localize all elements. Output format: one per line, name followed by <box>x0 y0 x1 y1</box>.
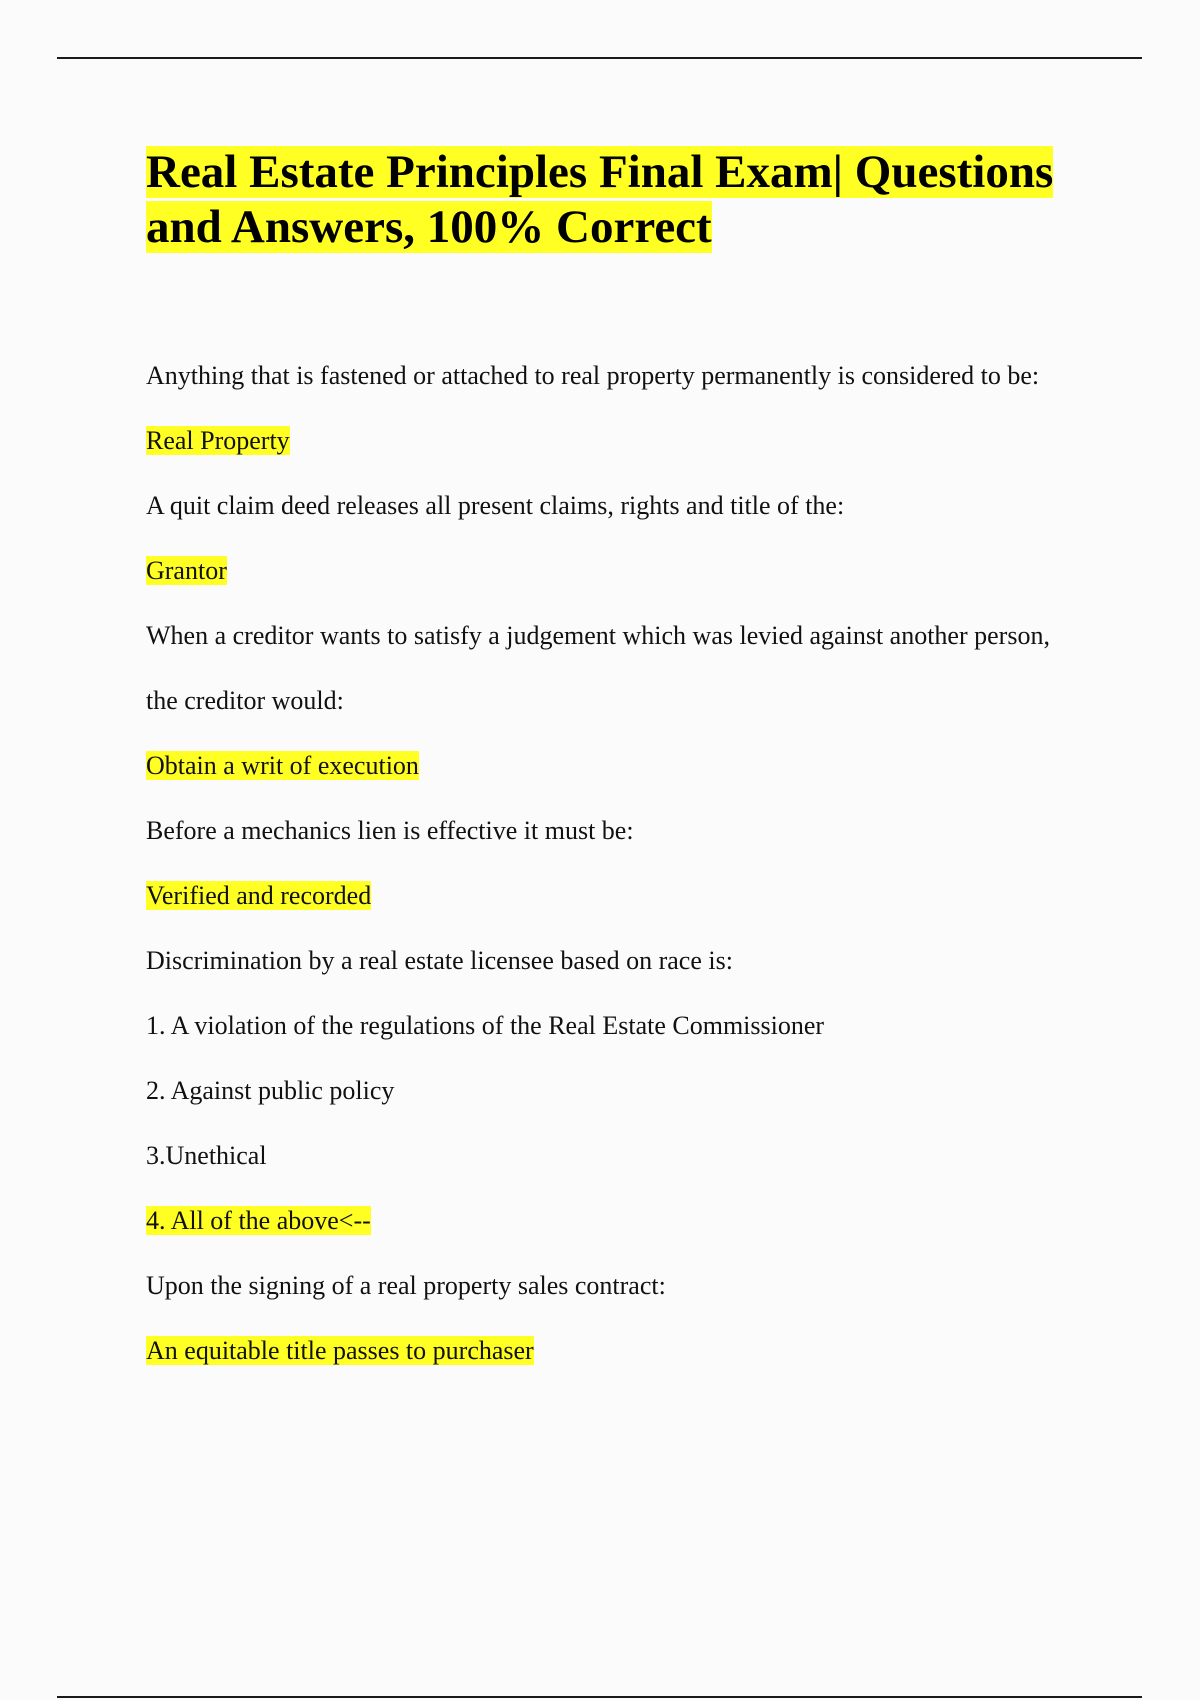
answer-line <box>146 863 1086 928</box>
answer-line <box>146 1188 1086 1253</box>
qa-content <box>146 343 1086 1383</box>
bottom-rule <box>57 1696 1142 1698</box>
document-title-text: Real Estate Principles Final Exam| Questions and Answers, 100% Correct <box>146 146 1054 253</box>
answer-text: Grantor <box>146 556 227 585</box>
answer-line <box>146 733 1086 798</box>
answer-text: Verified and recorded <box>146 881 372 910</box>
answer-text: Obtain a writ of execution <box>146 751 419 780</box>
question-text: Before a mechanics lien is effective it must be: <box>146 816 634 845</box>
answer-text: Real Property <box>146 426 290 455</box>
question-text: Upon the signing of a real property sales contract: <box>146 1271 666 1300</box>
top-rule <box>57 57 1142 59</box>
answer-line <box>146 408 1086 473</box>
answer-text: An equitable title passes to purchaser <box>146 1336 534 1365</box>
question-text: Anything that is fastened or attached to real property permanently is considered to be: <box>146 361 1040 390</box>
option-text: 2. Against public policy <box>146 1076 395 1105</box>
answer-line <box>146 1318 1086 1383</box>
option-text: 1. A violation of the regulations of the Real Estate Commissioner <box>146 1011 825 1040</box>
answer-line <box>146 538 1086 603</box>
answer-text: 4. All of the above<-- <box>146 1206 371 1235</box>
question-text: Discrimination by a real estate licensee based on race is: <box>146 946 733 975</box>
document-title <box>146 145 1086 255</box>
question-text: A quit claim deed releases all present claims, rights and title of the: <box>146 491 845 520</box>
option-text: 3.Unethical <box>146 1141 267 1170</box>
question-text: When a creditor wants to satisfy a judgement which was levied against another person, the creditor would: <box>146 621 1050 715</box>
